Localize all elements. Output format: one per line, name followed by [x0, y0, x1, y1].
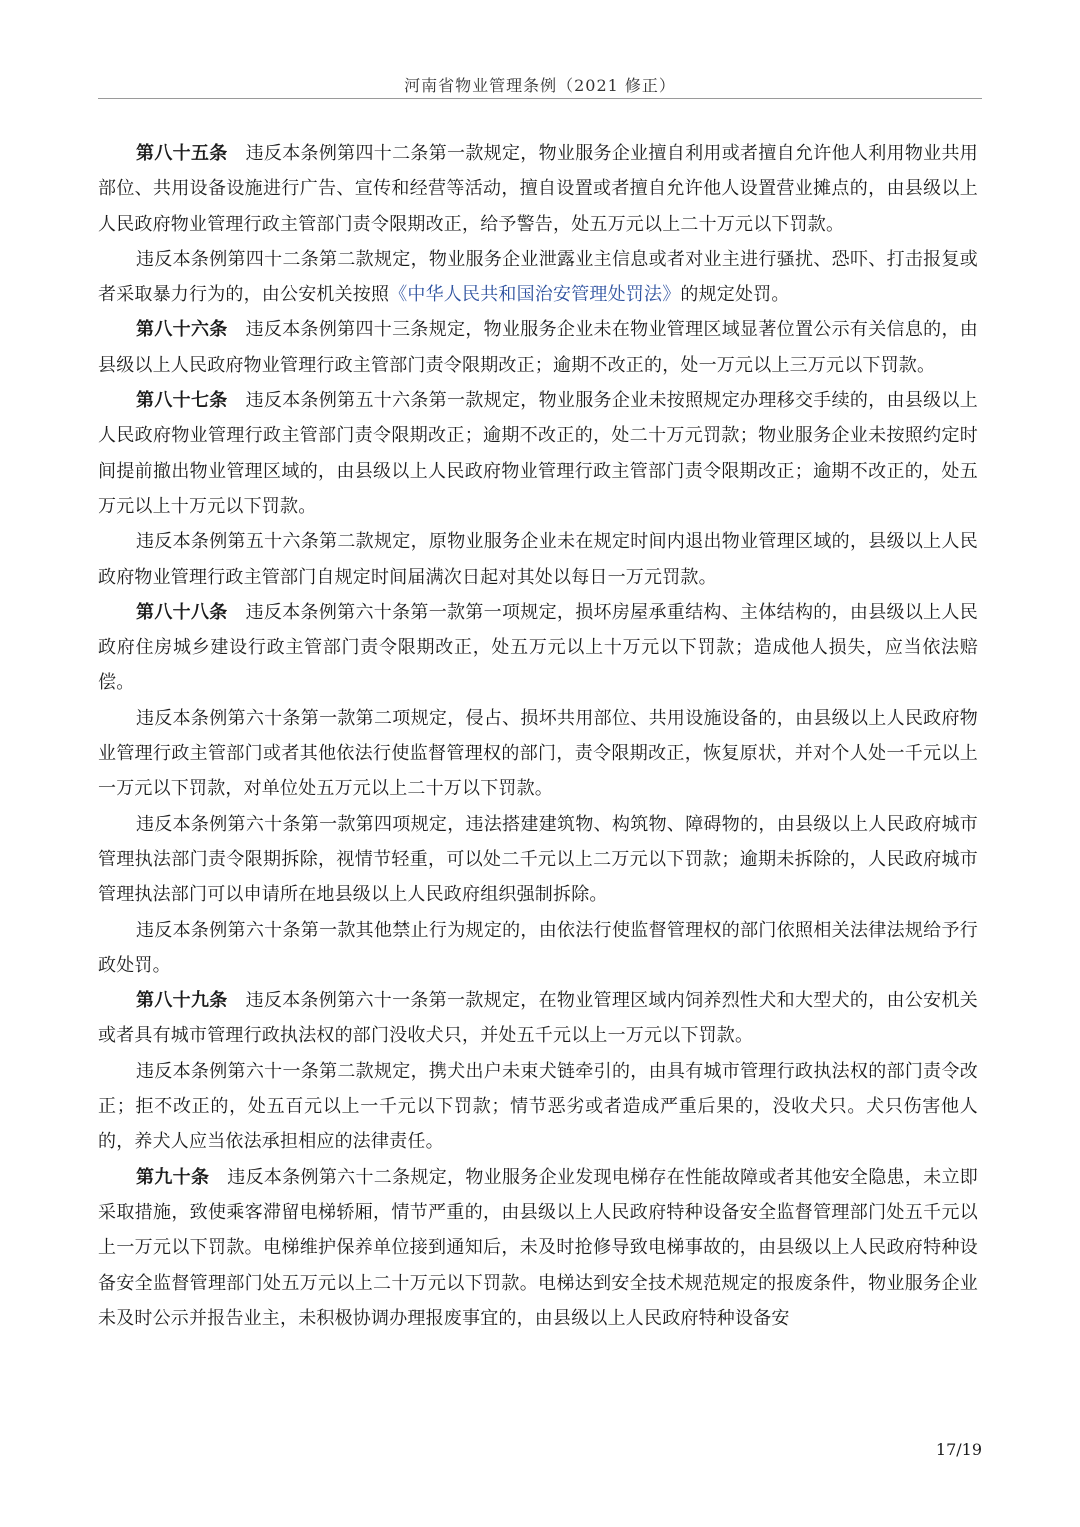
paragraph-text: 违反本条例第四十三条规定，物业服务企业未在物业管理区域显著位置公示有关信息的，由县级以上人民政府物业管理行政主管部门责令限期改正；逾期不改正的，处一万元以上三万元以下罚款。 — [98, 319, 979, 376]
paragraph-text: 违反本条例第五十六条第一款规定，物业服务企业未按照规定办理移交手续的，由县级以上人民政府物业管理行政主管部门责令限期改正；逾期不改正的，处二十万元罚款；物业服务企业未按照约定时间提前撤出物业管理区域的，由县级以上人民政府物业管理行政主管部门责令限期改正；逾期不改正的，处五万元以上十万元以下罚款。 — [98, 390, 979, 517]
article-number: 第九十条 — [136, 1166, 210, 1188]
article-88-paragraph-3 — [98, 807, 978, 913]
article-89-paragraph-2 — [98, 1054, 978, 1160]
article-88-paragraph-4 — [98, 913, 978, 984]
paragraph-text: 违反本条例第四十二条第二款规定，物业服务企业泄露业主信息或者对业主进行骚扰、恐吓、打击报复或者采取暴力行为的，由公安机关按照 — [98, 248, 978, 306]
paragraph-text: 违反本条例第五十六条第二款规定，原物业服务企业未在规定时间内退出物业管理区域的，县级以上人民政府物业管理行政主管部门自规定时间届满次日起对其处以每日一万元罚款。 — [98, 531, 978, 588]
paragraph-text: 的规定处罚。 — [680, 284, 790, 306]
paragraph-text: 违反本条例第六十条第一款第一项规定，损坏房屋承重结构、主体结构的，由县级以上人民政府住房城乡建设行政主管部门责令限期改正，处五万元以上十万元以下罚款；造成他人损失，应当依法赔偿。 — [98, 601, 979, 694]
paragraph-text: 违反本条例第六十条第一款第二项规定，侵占、损坏共用部位、共用设施设备的，由县级以上人民政府物业管理行政主管部门或者其他依法行使监督管理权的部门，责令限期改正，恢复原状，并对个人处一千元以上一万元以下罚款，对单位处五万元以上二十万以下罚款。 — [98, 707, 978, 800]
article-85-paragraph-2 — [98, 242, 978, 313]
article-number: 第八十六条 — [136, 319, 228, 341]
article-89-paragraph — [98, 983, 978, 1054]
paragraph-text: 违反本条例第四十二条第一款规定，物业服务企业擅自利用或者擅自允许他人利用物业共用部位、共用设备设施进行广告、宣传和经营等活动，擅自设置或者擅自允许他人设置营业摊点的，由县级以上人民政府物业管理行政主管部门责令限期改正，给予警告，处五万元以上二十万元以下罚款。 — [98, 143, 979, 235]
article-88-paragraph-2 — [98, 701, 978, 807]
paragraph-text: 违反本条例第六十一条第一款规定，在物业管理区域内饲养烈性犬和大型犬的，由公安机关或者具有城市管理行政执法权的部门没收犬只，并处五千元以上一万元以下罚款。 — [98, 990, 979, 1047]
law-reference-link[interactable]: 《中华人民共和国治安管理处罚法》 — [389, 284, 681, 306]
header-divider — [98, 98, 982, 99]
article-87-paragraph-2 — [98, 524, 978, 595]
article-number: 第八十八条 — [136, 601, 228, 623]
page-number: 17/19 — [935, 1440, 982, 1459]
article-number: 第八十五条 — [136, 143, 228, 164]
article-87-paragraph — [98, 383, 978, 524]
paragraph-text: 违反本条例第六十二条规定，物业服务企业发现电梯存在性能故障或者其他安全隐患，未立即采取措施，致使乘客滞留电梯轿厢，情节严重的，由县级以上人民政府特种设备安全监督管理部门处五千元以上一万元以下罚款。电梯维护保养单位接到通知后，未及时抢修导致电梯事故的，由县级以上人民政府特种设备安全监督管理部门处五万元以上二十万元以下罚款。电梯达到安全技术规范规定的报废条件，物业服务企业未及时公示并报告业主，未积极协调办理报废事宜的，由县级以上人民政府特种设备安 — [98, 1166, 978, 1329]
document-body — [98, 136, 978, 1336]
document-header-title: 河南省物业管理条例（2021 修正） — [404, 76, 676, 95]
article-number: 第八十九条 — [136, 990, 228, 1012]
paragraph-text: 违反本条例第六十一条第二款规定，携犬出户未束犬链牵引的，由具有城市管理行政执法权的部门责令改正；拒不改正的，处五百元以上一千元以下罚款；情节恶劣或者造成严重后果的，没收犬只。犬只伤害他人的，养犬人应当依法承担相应的法律责任。 — [98, 1060, 978, 1153]
paragraph-text: 违反本条例第六十条第一款其他禁止行为规定的，由依法行使监督管理权的部门依照相关法律法规给予行政处罚。 — [98, 919, 978, 976]
paragraph-text: 违反本条例第六十条第一款第四项规定，违法搭建建筑物、构筑物、障碍物的，由县级以上人民政府城市管理执法部门责令限期拆除，视情节轻重，可以处二千元以上二万元以下罚款；逾期未拆除的，人民政府城市管理执法部门可以申请所在地县级以上人民政府组织强制拆除。 — [98, 813, 978, 906]
article-number: 第八十七条 — [136, 390, 228, 412]
article-85-paragraph — [98, 136, 978, 242]
article-88-paragraph — [98, 595, 978, 701]
article-86-paragraph — [98, 312, 978, 383]
article-90-paragraph — [98, 1160, 978, 1336]
